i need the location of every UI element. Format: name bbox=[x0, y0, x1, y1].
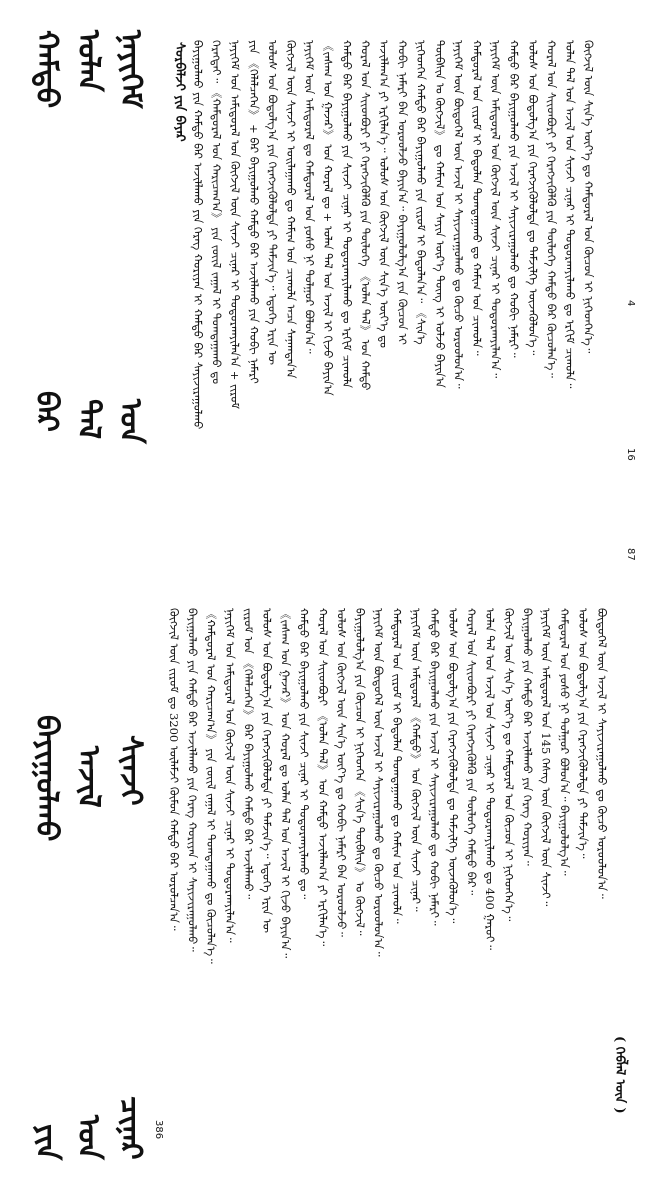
body-line-lower: ᠬᠥᠭᠵᠢᠯ ᠦᠨ ᠰᠢᠨ᠎ᠡ ᠦᠶ᠎ᠡ ᠳᠤ ᠬᠠᠮᠲᠤᠷᠠᠯ ᠤᠨ ᠬᠦᠴᠦᠨ ᠢ ᠨᠢᠭᠡᠳᠭᠡᠨ᠎ᠡ᠃ bbox=[501, 608, 516, 922]
body-line-upper: ᠨᠢᠭᠡᠳᠭᠡᠨ ᠬᠠᠮᠲᠤ ᠪᠡᠷ ᠪᠠᠶᠢᠭᠤᠯᠬᠤ ᠶᠢᠨ ᠵᠢᠷᠤᠮ ᠢ ᠪᠠᠲᠤᠯᠠᠨ᠎ᠠ᠃ 《ᠰᠢᠨ᠎ᠡ bbox=[414, 40, 429, 345]
body-line-upper: ᠶᠢᠨ 《ᠬᠡᠯᠡᠯᠴᠡᠭᠡᠨ》 + ᠪᠠᠷ ᠪᠠᠶᠢᠭᠤᠯᠬᠤ ᠬᠠᠮᠲᠤ ᠪᠡᠷ ᠠᠵᠢᠯᠯᠠᠬᠤ ᠶᠢᠨ ᠬᠤᠪᠢ ᠨᠡᠮᠡᠷᠢ bbox=[246, 40, 261, 384]
author-byline: ᠰᠤᠷᠪᠠᠯᠵᠢ ᠶᠢᠨ ᠪᠠᠶᠠᠷ bbox=[172, 42, 187, 142]
body-line-lower: ᠬᠠᠮᠲᠤᠷᠠᠯ ᠤᠨ ᠶᠣᠰᠣ ᠨᠢ ᠲᠤᠯᠭᠤᠷ ᠪᠣᠯᠤᠨ᠎ᠠ᠃ ᠪᠠᠶᠢᠭᠤᠯᠤᠯᠭ᠎ᠠ᠃ bbox=[557, 608, 572, 876]
body-line-upper: ᠬᠠᠮᠲᠤ ᠪᠡᠷ ᠪᠠᠶᠢᠭᠤᠯᠬᠤ ᠶᠢᠨ ᠰᠢᠨᠵᠢ ᠴᠢᠨᠠᠷ ᠢ ᠲᠣᠳᠤᠷᠬᠠᠶᠢᠯᠠᠬᠤ ᠳᠤ ᠡᠷᠬᠢᠮ ᠴᠢᠬᠤᠯᠠ bbox=[339, 40, 354, 388]
title-word: ᠴᠢᠨᠠᠷ bbox=[113, 1096, 148, 1160]
title-word: ᠠᠵᠢᠯ bbox=[71, 746, 106, 809]
body-line-lower: 《ᠵᠠᠰᠠᠭ ᠤᠨ ᠭᠠᠵᠠᠷ》 ᠤᠨ ᠬᠤᠷᠠᠯ ᠳᠤ ᠣᠯᠠᠨ ᠲᠠᠯ ᠤᠨ ᠠᠵᠢᠯ ᠢ ᠬᠢᠵᠦ ᠪᠠᠶᠢᠨ᠎ᠠ᠃ bbox=[278, 608, 293, 959]
body-line-lower: ᠬᠠᠮᠲᠤᠷᠠᠯ ᠤᠨ ᠵᠢᠷᠤᠮ ᠢ ᠪᠠᠲᠤᠯᠠᠨ ᠲᠣᠭᠲᠠᠭᠠᠬᠤ ᠳᠤ ᠬᠠᠮᠢᠭ ᠤᠨ ᠴᠢᠬᠤᠯᠠ᠃ bbox=[390, 608, 405, 924]
inline-number: 87 bbox=[625, 548, 636, 561]
body-line-upper: ᠠᠵᠢᠯᠯᠠᠭ᠎ᠠ ᠶᠢ ᠡᠷᠬᠢᠯᠡᠨ᠎ᠡ᠃ ᠤᠯᠤᠰ ᠤᠨ ᠬᠥᠭᠵᠢᠯ ᠦᠨ ᠰᠢᠨ᠎ᠡ ᠦᠶ᠎ᠡ ᠳᠤ bbox=[377, 40, 391, 348]
body-line-lower: ᠬᠥᠭᠵᠢᠯ ᠦᠨ ᠵᠢᠷᠤᠮ ᠳᠤ 3200 ᠦᠯᠡᠮᠵᠢ ᠬᠦᠮᠦᠨ ᠬᠠᠮᠲᠤ ᠪᠡᠷ ᠣᠷᠤᠯᠴᠠᠨ᠎ᠠ᠃ bbox=[167, 608, 181, 931]
body-line-upper: ᠬᠤᠷᠠᠯ ᠤᠨ ᠰᠢᠢᠳᠪᠦᠷᠢ ᠶᠢ ᠬᠡᠷᠡᠭᠵᠢᠭᠦᠯᠬᠦ ᠶᠢᠨ ᠲᠥᠯᠥᠭᠡ 《ᠣᠯᠠᠨ ᠲᠠᠯ》 ᠤᠨ ᠬᠠᠮᠲᠤ bbox=[358, 40, 373, 391]
body-line-upper: ᠬᠥᠭᠵᠢᠯ ᠦᠨ ᠰᠢᠨᠵᠢ ᠢ ᠣᠢᠯᠠᠭᠠᠬᠤ ᠳᠤ ᠬᠠᠮᠢᠭ ᠤᠨ ᠴᠢᠬᠤᠯᠠ ᠠᠴᠠ ᠰᠠᠨᠠᠭᠳᠠᠨ᠎ᠠ bbox=[284, 40, 298, 379]
body-line-upper: ᠨᠡᠶᠢᠭᠡᠮ ᠤᠨ ᠠᠮᠢᠳᠤᠷᠠᠯ ᠤᠨ ᠬᠥᠭᠵᠢᠯ ᠦᠨ ᠰᠢᠨᠵᠢ ᠴᠢᠨᠠᠷ ᠢ ᠲᠣᠳᠤᠷᠬᠠᠶᠢᠯᠠᠨ᠎ᠠ + ᠵᠢᠷᠤᠮ bbox=[228, 40, 243, 409]
body-line-upper: ᠬᠠᠮᠲᠤᠷᠠᠯ ᠤᠨ ᠵᠢᠷᠤᠮ ᠢ ᠪᠠᠲᠤᠯᠠᠨ ᠲᠣᠭᠲᠠᠭᠠᠬᠤ ᠳᠤ ᠬᠠᠮᠢᠭ ᠤᠨ ᠴᠢᠬᠤᠯᠠ᠃ bbox=[470, 40, 484, 356]
body-line-upper: ᠬᠠᠮᠲᠤ ᠪᠡᠷ ᠪᠠᠶᠢᠭᠤᠯᠬᠤ ᠶᠢᠨ ᠠᠵᠢᠯ ᠢ ᠰᠠᠶᠢᠵᠢᠷᠠᠭᠤᠯᠬᠤ ᠳᠤ ᠬᠤᠪᠢ ᠨᠡᠮᠡᠷᠢ᠃ bbox=[507, 40, 522, 358]
body-line-lower: ᠪᠠᠶᠢᠭᠤᠯᠬᠤ ᠶᠢᠨ ᠬᠠᠮᠲᠤ ᠪᠡᠷ ᠠᠵᠢᠯᠯᠠᠬᠤ ᠶᠢᠨ ᠬᠡᠷᠡᠭ ᠬᠤᠷᠢᠶᠠᠨ᠃ bbox=[520, 608, 535, 866]
body-line-upper: ᠣᠯᠠᠨ ᠲᠠᠯ ᠤᠨ ᠠᠵᠢᠯ ᠤᠨ ᠰᠢᠨᠵᠢ ᠴᠢᠨᠠᠷ ᠢ ᠲᠣᠳᠤᠷᠬᠠᠶᠢᠯᠠᠬᠤ ᠳᠤ ᠡᠷᠬᠢᠮ ᠴᠢᠬᠤᠯᠠ᠃ bbox=[563, 40, 577, 389]
body-line-upper: ᠨᠡᠶᠢᠭᠡᠮ ᠦᠨ ᠪᠦᠲᠦᠭᠡᠯ ᠦᠨ ᠠᠵᠢᠯ ᠢ ᠰᠠᠶᠢᠵᠢᠷᠠᠭᠤᠯᠬᠤ ᠳᠤ ᠬᠦᠴᠦ ᠣᠷᠤᠤᠯᠤᠨ᠎ᠠ᠃ bbox=[451, 40, 466, 389]
title-word: ᠨᠡᠶᠢᠭᠡᠮ bbox=[113, 30, 148, 109]
title-word: ᠰᠢᠨᠵᠢ bbox=[113, 734, 148, 806]
body-line-lower: ᠨᠡᠶᠢᠭᠡᠮ ᠤᠨ ᠠᠮᠢᠳᠤᠷᠠᠯ ᠤᠨ ᠬᠥᠭᠵᠢᠯ ᠦᠨ ᠰᠢᠨᠵᠢ ᠴᠢᠨᠠᠷ ᠢ ᠲᠣᠳᠤᠷᠬᠠᠶᠢᠯᠠᠨ᠎ᠠ᠃ bbox=[222, 608, 237, 943]
title-word: ᠣᠯᠠᠨ bbox=[71, 30, 106, 92]
continued-note: ( ᠬᠡᠪᠯᠡᠯ ᠦᠨ ) bbox=[612, 1036, 627, 1114]
body-line-lower: ᠨᠡᠶᠢᠭᠡᠮ ᠦᠨ ᠪᠦᠲᠦᠭᠡᠯ ᠦᠨ ᠠᠵᠢᠯ ᠢ ᠰᠠᠶᠢᠵᠢᠷᠠᠭᠤᠯᠬᠤ ᠳᠤ ᠬᠦᠴᠦ ᠣᠷᠤᠤᠯᠤᠨ᠎ᠠ᠃ bbox=[371, 608, 386, 957]
body-line-lower: ᠪᠠᠶᠢᠭᠤᠯᠤᠯᠭ᠎ᠠ ᠶᠢᠨ ᠬᠦᠴᠦᠨ ᠢ ᠨᠢᠭᠡᠳᠭᠡᠨ 《ᠰᠢᠨ᠎ᠡ ᠲᠦᠪᠰᠢᠨ》 ᠤ ᠬᠥᠭᠵᠢᠯ᠃ bbox=[353, 608, 367, 936]
body-line-lower: ᠬᠠᠮᠲᠤ ᠪᠡᠷ ᠪᠠᠶᠢᠭᠤᠯᠬᠤ ᠶᠢᠨ ᠠᠵᠢᠯ ᠢ ᠰᠠᠶᠢᠵᠢᠷᠠᠭᠤᠯᠬᠤ ᠳᠤ ᠬᠤᠪᠢ ᠨᠡᠮᠡᠷᠢ᠃ bbox=[427, 608, 442, 926]
body-line-lower: ᠤᠯᠤᠰ ᠤᠨ ᠪᠣᠳᠣᠯᠭ᠎ᠠ ᠶᠢᠨ ᠬᠡᠷᠡᠭᠵᠢᠭᠦᠯᠦᠯᠲᠡ ᠶᠢ ᠳᠡᠮᠵᠢᠨ᠎ᠡ᠃ ᠡᠳᠦᠭᠡ ᠡᠷᠢᠨ ᠦ bbox=[260, 608, 274, 933]
body-line-upper: ᠨᠡᠶᠢᠭᠡᠮ ᠦᠨ ᠠᠮᠢᠳᠤᠷᠠᠯ ᠳᠤ ᠬᠠᠮᠲᠤᠷᠠᠯ ᠤᠨ ᠶᠣᠰᠣ ᠨᠢ ᠲᠤᠯᠭᠤᠷ ᠪᠣᠯᠤᠨ᠎ᠠ᠃ bbox=[302, 40, 317, 354]
body-line-lower: ᠤᠯᠤᠰ ᠤᠨ ᠬᠥᠭᠵᠢᠯ ᠦᠨ ᠰᠢᠨ᠎ᠡ ᠦᠶ᠎ᠡ ᠳᠤ ᠬᠤᠪᠢ ᠨᠡᠮᠡᠷᠢ ᠪᠡᠨ ᠣᠷᠤᠤᠯᠵᠤ᠃ bbox=[334, 608, 349, 937]
title-word: ᠲᠠᠯ bbox=[71, 398, 106, 440]
title-word: ᠤᠨ bbox=[113, 399, 148, 445]
body-line-upper: ᠬᠡᠷᠡᠭᠲᠡᠶ᠃ 《ᠬᠠᠮᠲᠤᠷᠠᠯ ᠤᠨ ᠬᠠᠷᠢᠴᠠᠭ᠎ᠠ》 ᠶᠢᠨ ᠵᠦᠢᠯ ᠵᠠᠭᠠᠯ ᠢ ᠲᠤᠭᠳᠠᠭᠠᠬᠤ ᠳᠤ bbox=[209, 40, 224, 385]
body-line-lower: ᠬᠤᠷᠠᠯ ᠤᠨ ᠰᠢᠢᠳᠪᠦᠷᠢ 《ᠣᠯᠠᠨ ᠲᠠᠯ》 ᠤᠨ ᠬᠠᠮᠲᠤ ᠠᠵᠢᠯᠯᠠᠭ᠎ᠠ ᠶᠢ ᠡᠷᠬᠢᠯᠡᠨ᠎ᠡ᠃ bbox=[315, 608, 330, 947]
body-line-lower: ᠬᠠᠮᠲᠤ ᠪᠡᠷ ᠪᠠᠶᠢᠭᠤᠯᠬᠤ ᠶᠢᠨ ᠰᠢᠨᠵᠢ ᠴᠢᠨᠠᠷ ᠢ ᠲᠣᠳᠤᠷᠬᠠᠶᠢᠯᠠᠬᠤ ᠳᠤ᠃ bbox=[297, 608, 312, 900]
body-line-lower: ᠪᠠᠶᠢᠭᠤᠯᠬᠤ ᠶᠢᠨ ᠬᠠᠮᠲᠤ ᠪᠡᠷ ᠠᠵᠢᠯᠯᠠᠬᠤ ᠶᠢᠨ ᠬᠡᠷᠡᠭ ᠬᠤᠷᠢᠶᠠᠨ ᠢ ᠰᠠᠶᠢᠵᠢᠷᠠᠭᠤᠯᠬᠤ᠃ bbox=[185, 608, 200, 952]
body-line-upper: ᠤᠯᠤᠰ ᠤᠨ ᠪᠣᠳᠣᠯᠭ᠎ᠠ ᠶᠢᠨ ᠬᠡᠷᠡᠭᠵᠢᠭᠦᠯᠦᠯᠲᠡ ᠳᠤ ᠳᠡᠮᠵᠢᠯᠭᠡ ᠦᠵᠡᠭᠦᠯᠦᠨ᠎ᠡ᠃ bbox=[525, 40, 540, 356]
body-line-lower: ᠬᠤᠷᠠᠯ ᠤᠨ ᠰᠢᠢᠳᠪᠦᠷᠢ ᠶᠢ ᠬᠡᠷᠡᠭᠵᠢᠭᠦᠯᠬᠦ ᠶᠢᠨ ᠲᠥᠯᠥᠭᠡ ᠬᠠᠮᠲᠤ ᠪᠡᠷ᠃ bbox=[464, 608, 479, 896]
body-line-upper: ᠬᠤᠷᠠᠯ ᠤᠨ ᠰᠢᠢᠳᠪᠦᠷᠢ ᠶᠢ ᠬᠡᠷᠡᠭᠵᠢᠭᠦᠯᠬᠦ ᠶᠢᠨ ᠲᠥᠯᠥᠭᠡ ᠬᠠᠮᠲᠤ ᠪᠡᠷ ᠬᠦᠴᠦᠯᠡᠨ᠎ᠡ᠃ bbox=[544, 40, 559, 378]
page-number-left: 386 bbox=[153, 1120, 164, 1140]
body-line-upper: ᠪᠠᠶᠢᠭᠤᠯᠬᠤ ᠶᠢᠨ ᠬᠠᠮᠲᠤ ᠪᠡᠷ ᠠᠵᠢᠯᠯᠠᠬᠤ ᠶᠢᠨ ᠬᠡᠷᠡᠭ ᠬᠤᠷᠢᠶᠠᠨ ᠢ ᠬᠠᠮᠲᠤ ᠪᠡᠷ ᠰᠠᠶᠢᠵᠢᠷᠠᠭᠤᠯᠬᠤ bbox=[191, 40, 205, 430]
body-line-lower: 《ᠬᠠᠮᠲᠤᠷᠠᠯ ᠤᠨ ᠬᠠᠷᠢᠴᠠᠭ᠎ᠠ》 ᠶᠢᠨ ᠵᠦᠢᠯ ᠵᠠᠭᠠᠯ ᠢ ᠲᠤᠭᠳᠠᠭᠠᠬᠤ ᠳᠤ ᠬᠦᠴᠦᠯᠡᠨ᠎ᠡ᠃ bbox=[204, 608, 219, 964]
body-line-lower: ᠨᠡᠶᠢᠭᠡᠮ ᠦᠨ ᠠᠮᠢᠳᠤᠷᠠᠯ 《ᠬᠠᠮᠲᠤ》 ᠤᠨ ᠬᠥᠭᠵᠢᠯ ᠦᠨ ᠰᠢᠨᠵᠢ ᠴᠢᠨᠠᠷ᠃ bbox=[408, 608, 423, 912]
body-line-upper: ᠬᠤᠪᠢ ᠨᠡᠮᠡᠷᠢ ᠪᠡᠨ ᠣᠷᠤᠤᠯᠵᠤ ᠪᠠᠶᠢᠨ᠎ᠠ᠃ ᠪᠠᠶᠢᠭᠤᠯᠤᠯᠭ᠎ᠠ ᠶᠢᠨ ᠬᠦᠴᠦᠨ ᠢ bbox=[395, 40, 410, 345]
title-word: ᠤᠨ bbox=[71, 1115, 106, 1160]
inline-number: 4 bbox=[625, 300, 636, 307]
title-word: ᠶᠢᠨ bbox=[29, 1123, 64, 1160]
title-word: ᠪᠠᠶᠢᠭᠤᠯᠬᠤ bbox=[29, 714, 64, 841]
body-line-upper: 《ᠵᠠᠰᠠᠭ ᠤᠨ ᠭᠠᠵᠠᠷ》 ᠤᠨ ᠬᠤᠷᠠᠯ ᠳᠤ + ᠣᠯᠠᠨ ᠲᠠᠯ ᠤᠨ ᠠᠵᠢᠯ ᠢ ᠬᠢᠵᠦ ᠪᠠᠶᠢᠨ᠎ᠠ bbox=[321, 40, 336, 396]
title-word: ᠪᠡᠷ bbox=[29, 390, 64, 432]
body-line-lower: ᠤᠯᠤᠰ ᠤᠨ ᠪᠣᠳᠣᠯᠭ᠎ᠠ ᠶᠢᠨ ᠬᠡᠷᠡᠭᠵᠢᠭᠦᠯᠦᠯᠲᠡ ᠶᠢ ᠳᠡᠮᠵᠢᠨ᠎ᠡ᠃ bbox=[576, 608, 591, 859]
body-line-upper: ᠤᠯᠤᠰ ᠤᠨ ᠪᠣᠳᠣᠯᠭ᠎ᠠ ᠶᠢᠨ ᠬᠡᠷᠡᠭᠵᠢᠭᠦᠯᠦᠯᠲᠡ ᠶᠢ ᠳᠡᠮᠵᠢᠨ᠎ᠡ᠃ ᠡᠳᠦᠭᠡ ᠡᠷᠢᠨ ᠦ bbox=[265, 40, 280, 365]
body-line-lower: ᠵᠢᠷᠤᠮ ᠤᠨ 《ᠬᠡᠯᠡᠯᠴᠡᠭᠡᠨ》 ᠪᠠᠷ ᠪᠠᠶᠢᠭᠤᠯᠬᠤ ᠬᠠᠮᠲᠤ ᠪᠡᠷ ᠠᠵᠢᠯᠯᠠᠬᠤ᠃ bbox=[241, 608, 256, 900]
body-line-upper: ᠨᠡᠶᠢᠭᠡᠮ ᠦᠨ ᠠᠮᠢᠳᠤᠷᠠᠯ ᠤᠨ ᠬᠥᠭᠵᠢᠯ ᠦᠨ ᠰᠢᠨᠵᠢ ᠴᠢᠨᠠᠷ ᠢ ᠲᠣᠳᠤᠷᠬᠠᠶᠢᠯᠠᠨ᠎ᠠ᠃ bbox=[488, 40, 503, 379]
title-word: ᠬᠠᠮᠲᠤ bbox=[29, 30, 64, 109]
body-line-lower: ᠣᠯᠠᠨ ᠲᠠᠯ ᠤᠨ ᠠᠵᠢᠯ ᠤᠨ ᠰᠢᠨᠵᠢ ᠴᠢᠨᠠᠷ ᠢ ᠲᠣᠳᠤᠷᠬᠠᠶᠢᠯᠠᠬᠤ ᠳᠤ 400 ᠭᠠᠷᠤᠢ᠃ bbox=[483, 608, 498, 950]
body-line-lower: ᠤᠯᠤᠰ ᠤᠨ ᠪᠣᠳᠣᠯᠭ᠎ᠠ ᠶᠢᠨ ᠬᠡᠷᠡᠭᠵᠢᠭᠦᠯᠦᠯᠲᠡ ᠳᠤ ᠳᠡᠮᠵᠢᠯᠭᠡ ᠦᠵᠡᠭᠦᠯᠦᠨ᠎ᠡ᠃ bbox=[446, 608, 460, 924]
body-line-lower: ᠪᠦᠲᠦᠭᠡᠯ ᠦᠨ ᠠᠵᠢᠯ ᠢ ᠰᠠᠶᠢᠵᠢᠷᠠᠭᠤᠯᠬᠤ ᠳᠤ ᠬᠦᠴᠦ ᠣᠷᠤᠤᠯᠤᠨ᠎ᠠ᠃ bbox=[594, 608, 609, 899]
body-line-upper: ᠲᠦᠪᠰᠢᠨ ᠤ ᠬᠥᠭᠵᠢᠯ》 ᠳᠤ ᠬᠠᠮᠢᠭ ᠤᠨ ᠰᠠᠶᠢᠨ ᠦᠷ᠎ᠡ ᠳᠦᠩ ᠢ ᠣᠯᠵᠤ ᠪᠠᠶᠢᠨ᠎ᠠ bbox=[432, 40, 447, 388]
body-line-upper: ᠬᠥᠭᠵᠢᠯ ᠦᠨ ᠰᠢᠨ᠎ᠡ ᠦᠶ᠎ᠡ ᠳᠤ ᠬᠠᠮᠲᠤᠷᠠᠯ ᠤᠨ ᠬᠦᠴᠦᠨ ᠢ ᠨᠢᠭᠡᠳᠭᠡᠨ᠎ᠡ᠃ bbox=[581, 40, 596, 354]
body-line-lower: ᠨᠡᠶᠢᠭᠡᠮ ᠦᠨ ᠠᠮᠢᠳᠤᠷᠠᠯ ᠤᠨ 145 ᠬᠡᠰᠡᠭ ᠦᠨ ᠬᠥᠭᠵᠢᠯ ᠦᠨ ᠰᠢᠨᠵᠢ᠃ bbox=[539, 608, 553, 907]
inline-number: 16 bbox=[625, 448, 636, 461]
